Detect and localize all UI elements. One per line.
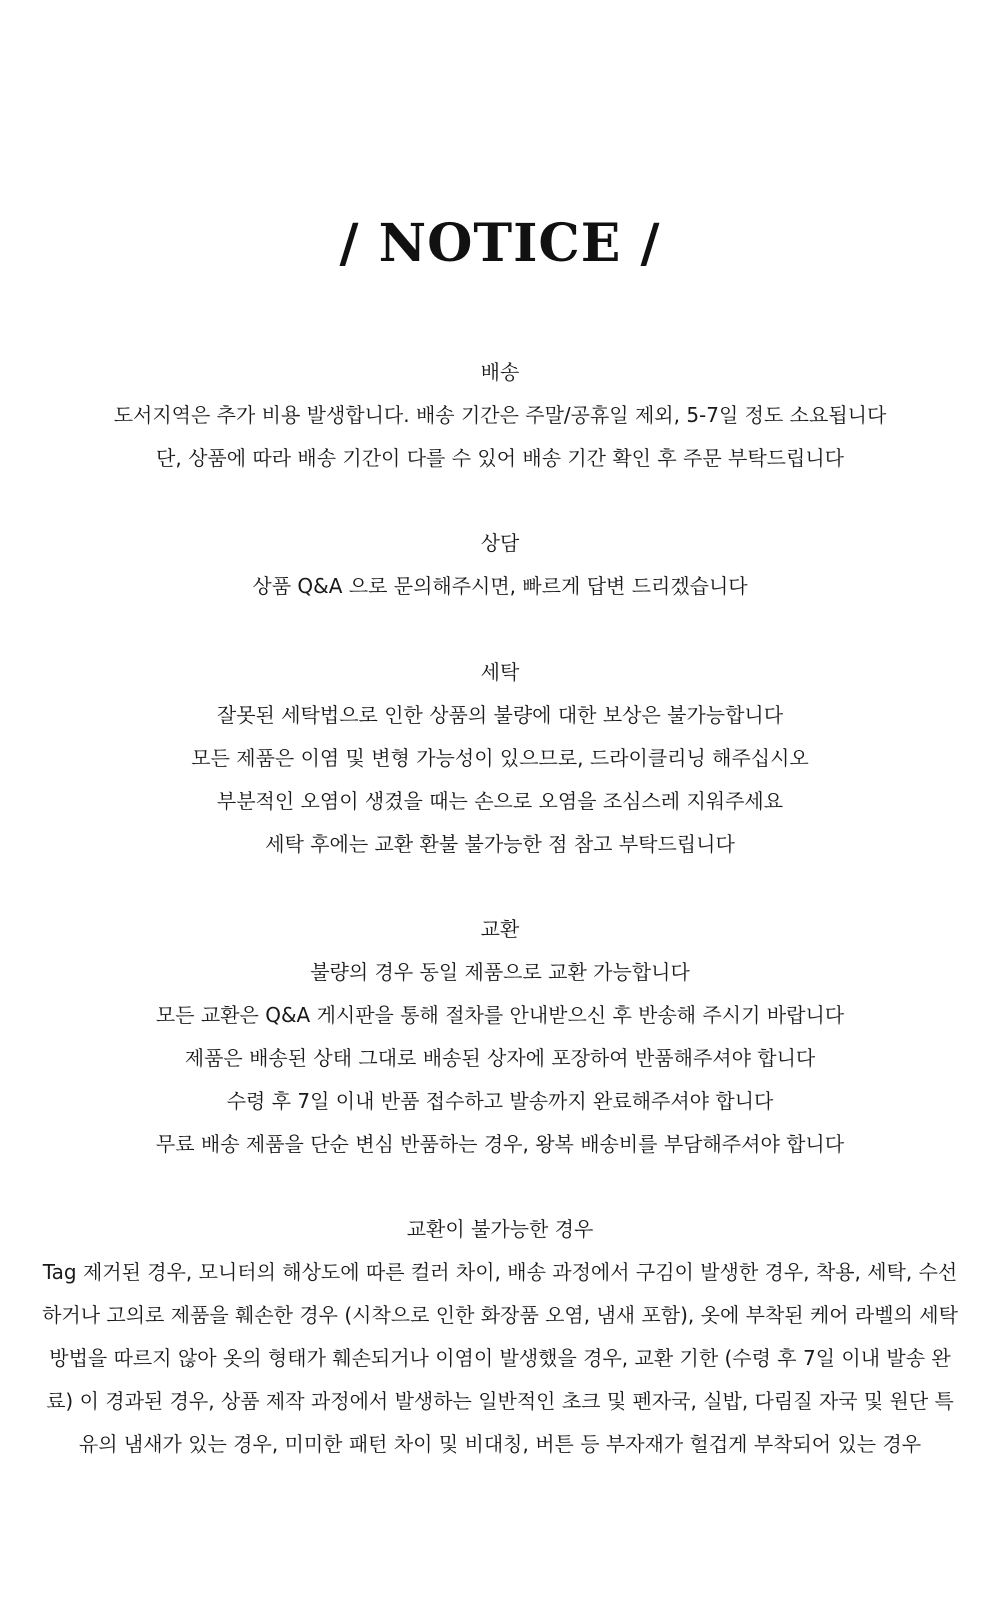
- section-line: 단, 상품에 따라 배송 기간이 다를 수 있어 배송 기간 확인 후 주문 부탁드립니다: [156, 446, 844, 470]
- section-heading: 상담: [480, 531, 520, 555]
- section-heading: 배송: [480, 360, 520, 384]
- section-heading: 교환이 불가능한 경우: [406, 1217, 594, 1241]
- section-line: 세탁 후에는 교환 환불 불가능한 점 참고 부탁드립니다: [265, 832, 735, 856]
- section-line: 부분적인 오염이 생겼을 때는 손으로 오염을 조심스레 지워주세요: [216, 789, 784, 813]
- section-line: 잘못된 세탁법으로 인한 상품의 불량에 대한 보상은 불가능합니다: [216, 703, 784, 727]
- section-line: 상품 Q&A 으로 문의해주시면, 빠르게 답변 드리겠습니다: [252, 574, 748, 598]
- section-paragraph: Tag 제거된 경우, 모니터의 해상도에 따른 컬러 차이, 배송 과정에서 구김이 발생한 경우, 착용, 세탁, 수선하거나 고의로 제품을 훼손한 경우 (시착으로 인한 화장품 오염, 냄새 포함), 옷에 부착된 케어 라벨의 세탁 방법을 따르지 않아 옷의 형태가 훼손되거나 이염이 발생했을 경우, 교환 기한 (수령 후 7일 이내 발송 완료) 이 경과된 경우, 상품 제작 과정에서 발생하는 일반적인 초크 및 펜자국, 실밥, 다림질 자국 및 원단 특유의 냄새가 있는 경우, 미미한 패턴 차이 및 비대칭, 버튼 등 부자재가 헐겁게 부착되어 있는 경우: [42, 1260, 958, 1456]
- section-line: 불량의 경우 동일 제품으로 교환 가능합니다: [310, 960, 690, 984]
- section-exchange: [40, 908, 960, 1166]
- section-line: 모든 제품은 이염 및 변형 가능성이 있으므로, 드라이클리닝 해주십시오: [191, 746, 809, 770]
- section-consultation: [40, 522, 960, 608]
- section-line: 제품은 배송된 상태 그대로 배송된 상자에 포장하여 반품해주셔야 합니다: [184, 1046, 816, 1070]
- section-non-exchangeable: [40, 1208, 960, 1466]
- section-shipping: [40, 351, 960, 480]
- section-line: 무료 배송 제품을 단순 변심 반품하는 경우, 왕복 배송비를 부담해주셔야 합니다: [155, 1132, 845, 1156]
- section-heading: 세탁: [480, 660, 520, 684]
- section-heading: 교환: [480, 917, 520, 941]
- section-line: 도서지역은 추가 비용 발생합니다. 배송 기간은 주말/공휴일 제외, 5-7일 정도 소요됩니다: [113, 403, 887, 427]
- section-laundry: [40, 651, 960, 866]
- page-title: / NOTICE /: [339, 213, 661, 274]
- section-line: 모든 교환은 Q&A 게시판을 통해 절차를 안내받으신 후 반송해 주시기 바랍니다: [155, 1003, 845, 1027]
- section-line: 수령 후 7일 이내 반품 접수하고 발송까지 완료해주셔야 합니다: [226, 1089, 774, 1113]
